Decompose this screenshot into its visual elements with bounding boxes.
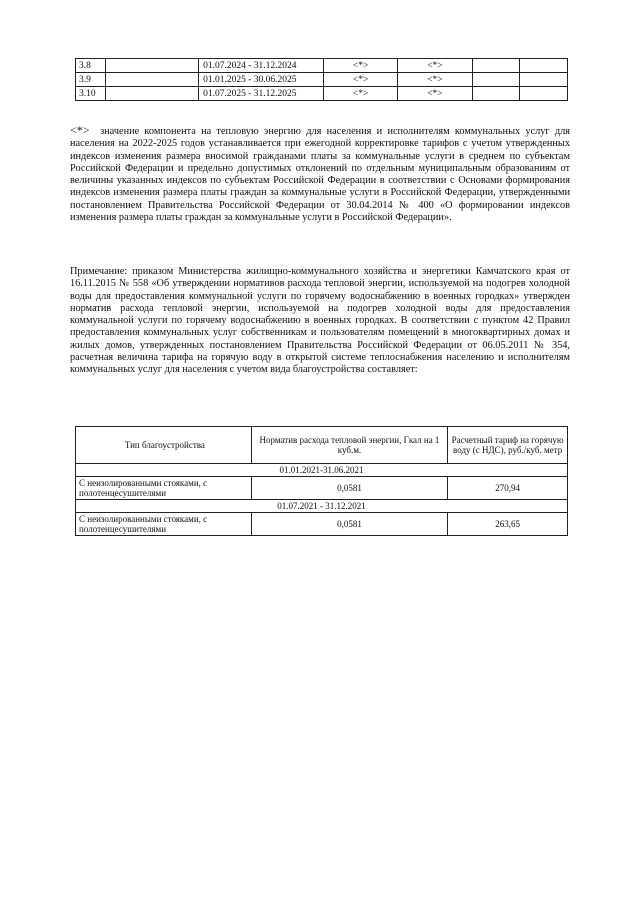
period-cell: 01.07.2025 - 31.12.2025 bbox=[199, 87, 324, 101]
hot-water-tariff-table bbox=[75, 426, 568, 536]
tariff-cell: 263,65 bbox=[448, 513, 568, 536]
period-cell: 01.07.2024 - 31.12.2024 bbox=[199, 59, 324, 73]
table-row bbox=[76, 477, 568, 500]
empty-cell bbox=[520, 59, 568, 73]
footnote-marker: <*> bbox=[70, 123, 90, 137]
empty-cell bbox=[472, 87, 520, 101]
table-row bbox=[76, 87, 568, 101]
footnote-paragraph bbox=[70, 124, 570, 224]
value-cell: <*> bbox=[323, 59, 397, 73]
value-cell: <*> bbox=[398, 87, 472, 101]
type-cell: С неизолированными стояками, с полотенцесушителями bbox=[76, 477, 252, 500]
footnote-text: значение компонента на тепловую энергию для населения и исполнителям коммунальных услуг для населения на 2022-2025 годов устанавливается при ежегодной корректировке тарифов с учетом утвержденных индексов изменения размера вносимой гражданами платы за коммунальные услуги в среднем по субъектам Российской Федерации и предельно допустимых отклонений по отдельным муниципальным образованиям от величины указанных индексов по субъектам Российской Федерации в соответствии с Основами формирования индексов изменения размера платы граждан за коммунальные услуги в Российской Федерации, утвержденными постановлением Правительства Российской Федерации от 30.04.2014 № 400 «О формировании индексов изменения размера платы граждан за коммунальные услуги в Российской Федерации». bbox=[70, 126, 570, 224]
header-cell: Тип благоустройства bbox=[76, 427, 252, 464]
note-paragraph: Примечание: приказом Министерства жилищно-коммунального хозяйства и энергетики Камчатского края от 16.11.2015 № 558 «Об утверждении нормативов расхода тепловой энергии, используемой на подогрев холодной воды для предоставления коммунальной услуги по горячему водоснабжению в военных городках» утвержден норматив расхода тепловой энергии, используемой на подогрев холодной воды для предоставления коммунальной услуги по горячему водоснабжению в военных городках. В соответствии с пунктом 42 Правил предоставления коммунальных услуг собственникам и пользователям помещений в многоквартирных домах и жилых домов, утвержденных постановлением Правительства Российской Федерации от 06.05.2011 № 354, расчетная величина тарифа на горячую воду в открытой системе теплоснабжения населению и исполнителям коммунальных услуг для населения с учетом вида благоустройства составляет: bbox=[70, 266, 570, 376]
norm-cell: 0,0581 bbox=[251, 477, 448, 500]
table-row bbox=[76, 59, 568, 73]
tariff-period-table bbox=[75, 58, 568, 101]
empty-cell bbox=[520, 73, 568, 87]
empty-cell bbox=[472, 59, 520, 73]
value-cell: <*> bbox=[323, 87, 397, 101]
value-cell: <*> bbox=[398, 73, 472, 87]
tariff-cell: 270,94 bbox=[448, 477, 568, 500]
table-row bbox=[76, 73, 568, 87]
period-row bbox=[76, 464, 568, 477]
value-cell: <*> bbox=[323, 73, 397, 87]
period-cell: 01.01.2025 - 30.06.2025 bbox=[199, 73, 324, 87]
row-number: 3.10 bbox=[76, 87, 106, 101]
row-number: 3.8 bbox=[76, 59, 106, 73]
empty-cell bbox=[105, 73, 198, 87]
period-row bbox=[76, 500, 568, 513]
header-cell: Расчетный тариф на горячую воду (с НДС), руб./куб. метр bbox=[448, 427, 568, 464]
empty-cell bbox=[105, 87, 198, 101]
table-header-row bbox=[76, 427, 568, 464]
value-cell: <*> bbox=[398, 59, 472, 73]
header-cell: Норматив расхода тепловой энергии, Гкал на 1 куб.м. bbox=[251, 427, 448, 464]
period-cell: 01.07.2021 - 31.12.2021 bbox=[76, 500, 568, 513]
empty-cell bbox=[520, 87, 568, 101]
row-number: 3.9 bbox=[76, 73, 106, 87]
empty-cell bbox=[105, 59, 198, 73]
type-cell: С неизолированными стояками, с полотенцесушителями bbox=[76, 513, 252, 536]
period-cell: 01.01.2021-31.06.2021 bbox=[76, 464, 568, 477]
table-row bbox=[76, 513, 568, 536]
norm-cell: 0,0581 bbox=[251, 513, 448, 536]
empty-cell bbox=[472, 73, 520, 87]
